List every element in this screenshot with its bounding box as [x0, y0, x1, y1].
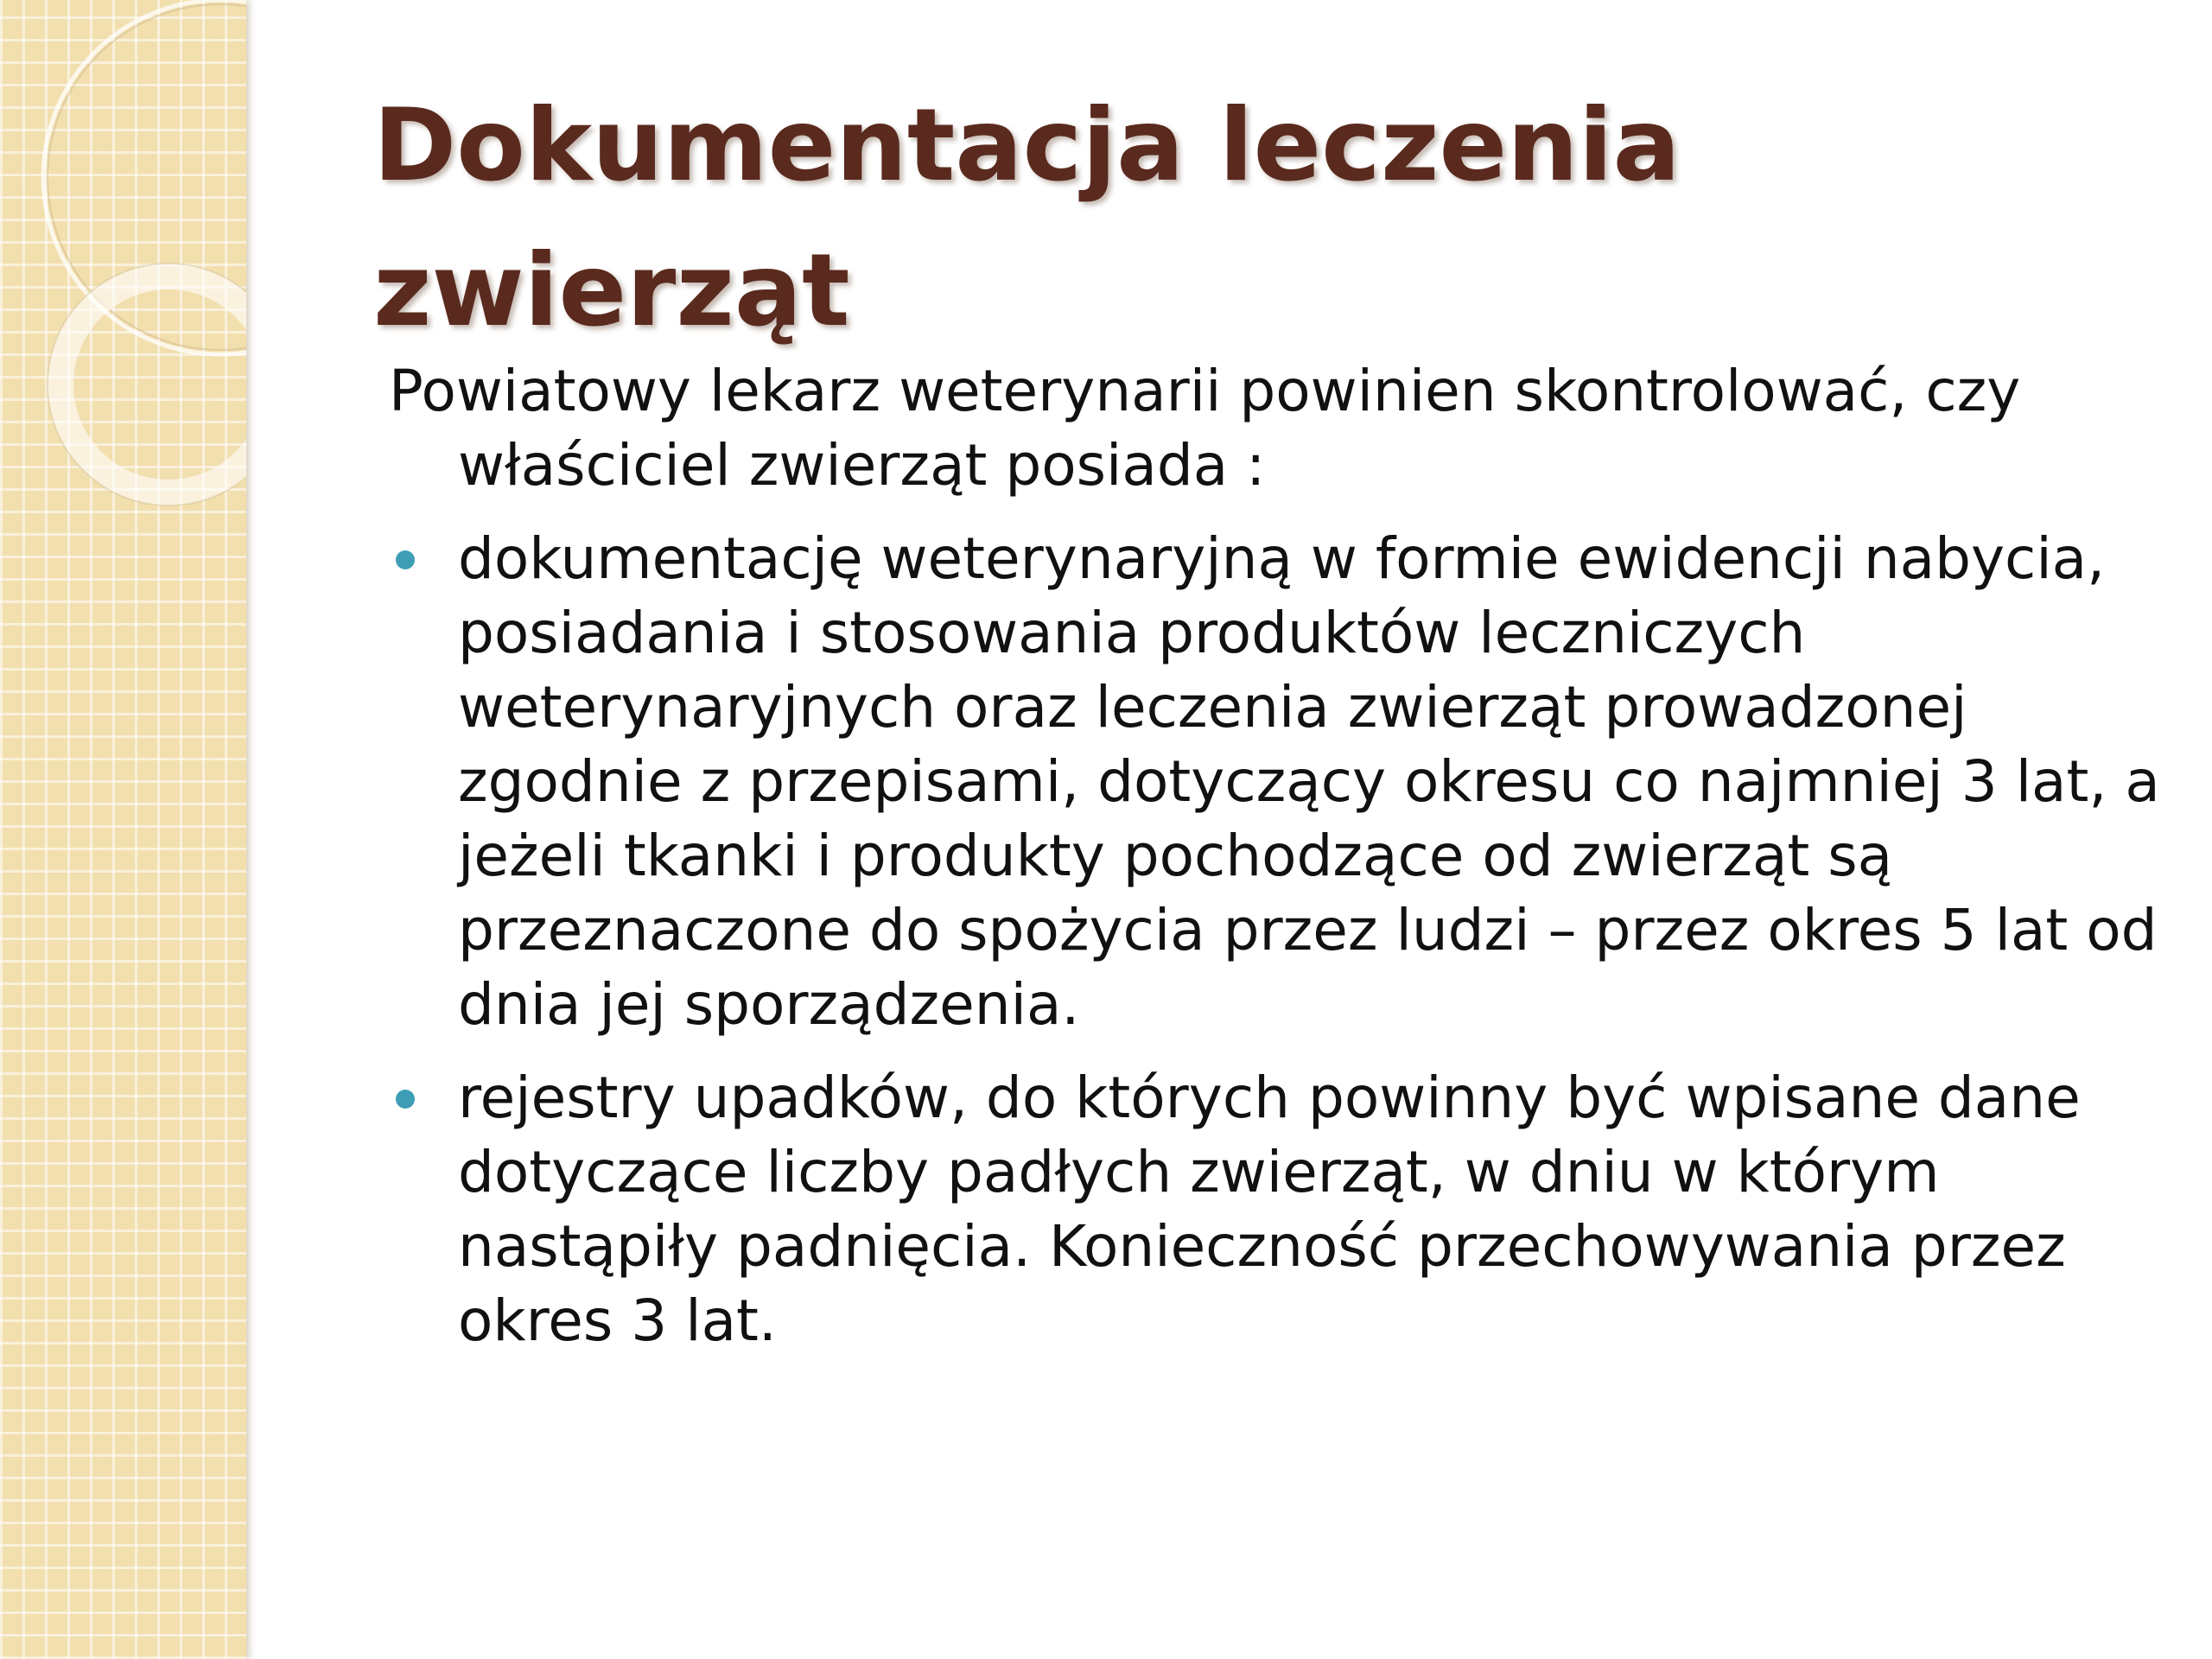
slide-body	[389, 354, 2160, 1377]
bullet-list	[389, 522, 2160, 1358]
bullet-item	[389, 1061, 2160, 1358]
decorative-side-strip	[0, 0, 246, 1659]
title-line-1: Dokumentacja leczenia	[373, 87, 1681, 204]
slide-title	[373, 73, 2101, 364]
bullet-text: rejestry upadków, do których powinny być wpisane dane dotyczące liczby padłych zwierząt, w dniu w którym nastąpiły padnięcia. Konieczność przechowywania przez okres 3 lat.	[458, 1065, 2081, 1354]
bullet-text: dokumentację weterynaryjną w formie ewidencji nabycia, posiadania i stosowania produktów leczniczych weterynaryjnych oraz leczenia zwierząt prowadzonej zgodnie z przepisami, dotyczący okresu co najmniej 3 lat, a jeżeli tkanki i produkty pochodzące od zwierząt są przeznaczone do spożycia przez ludzi – przez okres 5 lat od dnia jej sporządzenia.	[458, 525, 2160, 1038]
title-line-2: zwierząt	[373, 232, 850, 349]
decorative-rings	[0, 0, 246, 536]
bullet-item	[389, 522, 2160, 1042]
thick-ring	[60, 276, 246, 493]
bullet-dot-icon	[396, 1090, 415, 1109]
bullet-dot-icon	[396, 550, 415, 569]
intro-paragraph: Powiatowy lekarz weterynarii powinien skontrolować, czy właściciel zwierząt posiada :	[389, 358, 2021, 499]
